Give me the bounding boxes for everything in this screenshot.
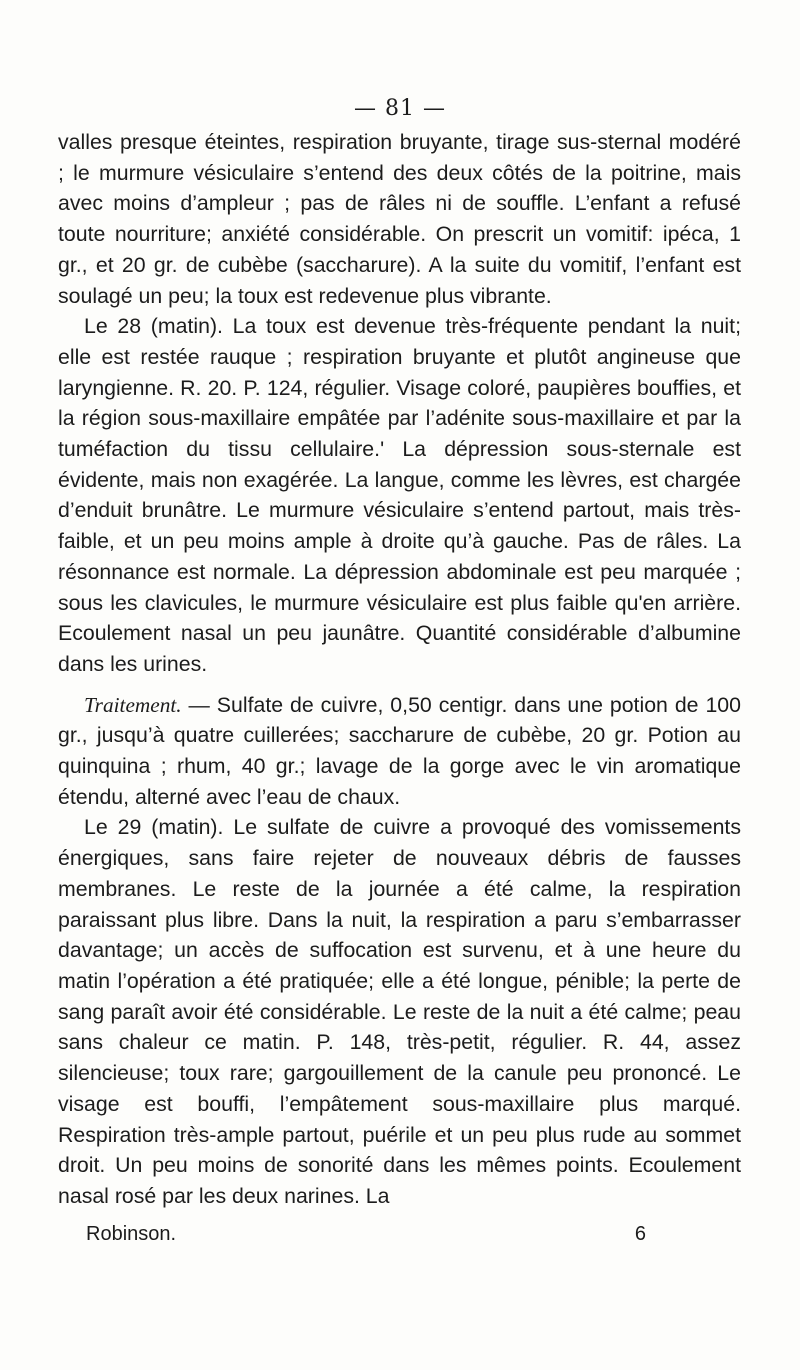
body-text <box>58 127 741 1212</box>
footer-author: Robinson. <box>86 1223 177 1245</box>
signature-mark: 6 <box>634 1223 646 1245</box>
treatment-text: — Sulfate de cuivre, 0,50 centigr. dans une potion de 100 gr., jusqu’à quatre cuillerées; saccharure de cubèbe, 20 gr. Potion au quinquina ; rhum, 40 gr.; lavage de la gorge avec le vin aromatique étendu, alterné avec l’eau de chaux. <box>58 692 741 809</box>
page-number: — 81 — <box>354 96 446 121</box>
page-footer <box>86 1223 646 1246</box>
paragraph-day-28: Le 28 (matin). La toux est devenue très-fréquente pendant la nuit; elle est restée rauque ; respiration bruyante et plutôt angineuse que laryngienne. R. 20. P. 124, régulier. Visage coloré, paupières bouffies, et la région sous-maxillaire empâtée par l’adénite sous-maxillaire et par la tuméfaction du tissu cellulaire.' La dépression sous-sternale est évidente, mais non exagérée. La langue, comme les lèvres, est chargée d’enduit brunâtre. Le murmure vésiculaire s’entend partout, mais très-faible, et un peu moins ample à droite qu’à gauche. Pas de râles. La résonnance est normale. La dépression abdominale est peu marquée ; sous les clavicules, le murmure vésiculaire est plus faible qu'en arrière. Ecoulement nasal un peu jaunâtre. Quantité considérable d’albumine dans les urines. <box>58 314 741 676</box>
paragraph-treatment <box>58 690 741 813</box>
paragraph-day-29: Le 29 (matin). Le sulfate de cuivre a provoqué des vomissements énergiques, sans faire rejeter de nouveaux débris de fausses membranes. Le reste de la journée a été calme, la respiration paraissant plus libre. Dans la nuit, la respiration a paru s’embarrasser davantage; un accès de suffocation est survenu, et à une heure du matin l’opération a été pratiquée; elle a été longue, pénible; la perte de sang paraît avoir été considérable. Le reste de la nuit a été calme; peau sans chaleur ce matin. P. 148, très-petit, régulier. R. 44, assez silencieuse; toux rare; gargouillement de la canule peu prononcé. Le visage est bouffi, l’empâtement sous-maxillaire plus marqué. Respiration très-ample partout, puérile et un peu plus rude au sommet droit. Un peu moins de sonorité dans les mêmes points. Ecoulement nasal rosé par les deux narines. La <box>58 815 741 1208</box>
treatment-label: Traitement. <box>84 692 182 717</box>
paragraph-continuation: valles presque éteintes, respiration bruyante, tirage sus-sternal modéré ; le murmure vésiculaire s’entend des deux côtés de la poitrine, mais avec moins d’ampleur ; pas de râles ni de souffle. L’enfant a refusé toute nourriture; anxiété considérable. On prescrit un vomitif: ipéca, 1 gr., et 20 gr. de cubèbe (saccharure). A la suite du vomitif, l’enfant est soulagé un peu; la toux est redevenue plus vibrante. <box>58 130 741 308</box>
